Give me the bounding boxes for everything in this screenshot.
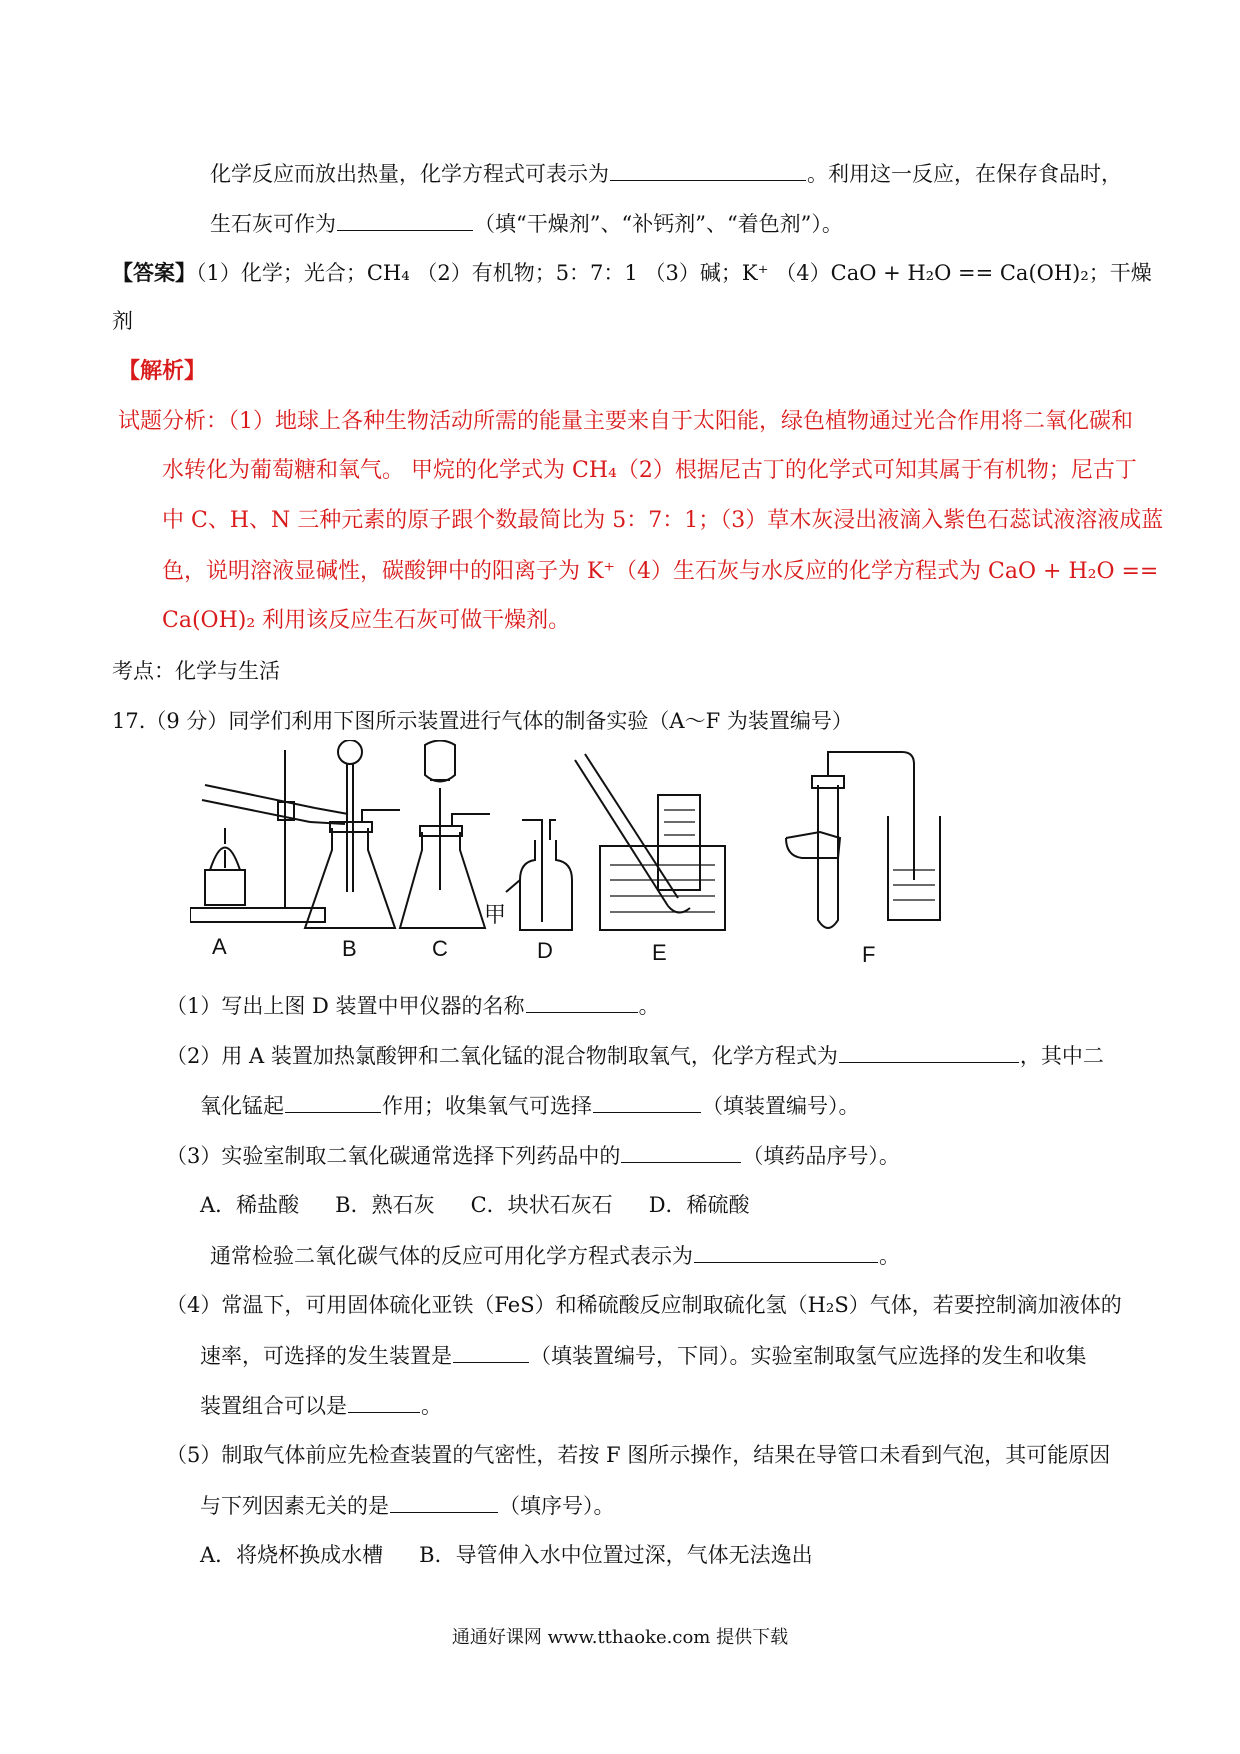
analysis-tag: 【解析】: [118, 358, 207, 384]
answer-line-1: [112, 258, 1152, 288]
q16-line-1: [210, 158, 1122, 189]
answer-blank[interactable]: [694, 1240, 878, 1263]
q17-part-5-line-1: （5）制取气体前应先检查装置的气密性，若按 F 图所示操作，结果在导管口未看到气泡，其可能原因: [166, 1443, 1111, 1467]
q17-part-5-options: [200, 1540, 849, 1570]
answer-blank[interactable]: [610, 158, 806, 181]
q17-part-4-line-3: [200, 1390, 442, 1421]
apparatus-label-a: A: [212, 934, 227, 959]
q17-part-4-line-2: [200, 1340, 1087, 1371]
q16-text: （填“干燥剂”、“补钙剂”、“着色剂”）。: [474, 212, 843, 236]
apparatus-label-b: B: [342, 936, 357, 961]
apparatus-label-f: F: [862, 942, 876, 967]
answer-blank[interactable]: [621, 1140, 741, 1163]
option-a: A．稀盐酸: [200, 1193, 300, 1217]
answer-blank[interactable]: [285, 1090, 381, 1113]
answer-blank[interactable]: [390, 1490, 498, 1513]
q17-text: ，其中二: [1019, 1044, 1104, 1068]
page-footer: 通通好课网 www.tthaoke.com 提供下载: [451, 1627, 789, 1648]
q17-part-2-line-1: [166, 1040, 1104, 1071]
answer-blank[interactable]: [348, 1390, 420, 1413]
q17-part-5-line-2: [200, 1490, 615, 1521]
q17-text: 作用；收集氧气可选择: [382, 1094, 592, 1118]
option-c: C．块状石灰石: [470, 1193, 613, 1217]
answer-blank[interactable]: [526, 990, 638, 1013]
analysis-line: 试题分析：（1）地球上各种生物活动所需的能量主要来自于太阳能，绿色植物通过光合作用将二氧化碳和: [118, 409, 1134, 434]
analysis-line: 中 C、H、N 三种元素的原子跟个数最简比为 5：7：1；（3）草木灰浸出液滴入紫色石蕊试液溶液成蓝: [162, 508, 1164, 533]
q17-part-3-options: [200, 1190, 786, 1220]
q17-text: 速率，可选择的发生装置是: [200, 1344, 452, 1368]
q16-line-2: [210, 208, 843, 239]
q17-text: 。: [879, 1244, 900, 1268]
q17-part-1: [166, 990, 660, 1021]
q17-text: （2）用 A 装置加热氯酸钾和二氧化锰的混合物制取氧气，化学方程式为: [166, 1044, 838, 1068]
answer-text: 剂: [112, 309, 133, 333]
q17-text: （填序号）。: [499, 1494, 615, 1518]
analysis-line: 色，说明溶液显碱性，碳酸钾中的阳离子为 K⁺（4）生石灰与水反应的化学方程式为 CaO + H₂O ==: [162, 559, 1159, 584]
answer-line-2: [112, 306, 133, 336]
apparatus-figure: [190, 740, 1070, 970]
q17-text: （3）实验室制取二氧化碳通常选择下列药品中的: [166, 1144, 621, 1168]
q17-part-2-line-2: [200, 1090, 860, 1121]
q16-text: 。利用这一反应，在保存食品时，: [807, 162, 1122, 186]
q16-text: 化学反应而放出热量，化学方程式可表示为: [210, 162, 609, 186]
apparatus-label-jia: 甲: [484, 902, 507, 927]
analysis-line: 水转化为葡萄糖和氧气。 甲烷的化学式为 CH₄（2）根据尼古丁的化学式可知其属于有机物；尼古丁: [162, 458, 1137, 483]
q17-text: 与下列因素无关的是: [200, 1494, 389, 1518]
option-b: B．熟石灰: [335, 1193, 435, 1217]
option-a: A．将烧杯换成水槽: [200, 1543, 384, 1567]
answer-blank[interactable]: [337, 208, 473, 231]
option-d: D．稀硫酸: [648, 1193, 750, 1217]
answer-tag: 【答案】: [112, 260, 196, 285]
answer-blank[interactable]: [839, 1040, 1019, 1063]
apparatus-label-c: C: [432, 936, 448, 961]
q17-text: 。: [421, 1394, 442, 1418]
answer-text: （1）化学；光合；CH₄ （2）有机物；5：7：1 （3）碱；K⁺ （4）CaO + H₂O == Ca(OH)₂；干燥: [196, 261, 1152, 285]
option-b: B．导管伸入水中位置过深，气体无法逸出: [419, 1543, 813, 1567]
q17-part-4-line-1: （4）常温下，可用固体硫化亚铁（FeS）和稀硫酸反应制取硫化氢（H₂S）气体，若要控制滴加液体的: [166, 1293, 1122, 1317]
apparatus-label-e: E: [652, 940, 667, 965]
q17-text: （填装置编号，下同）。实验室制取氢气应选择的发生和收集: [530, 1344, 1087, 1368]
q17-part-3-line-1: [166, 1140, 900, 1171]
answer-blank[interactable]: [453, 1340, 529, 1363]
kaodian: 考点：化学与生活: [112, 659, 280, 683]
q17-text: 。: [638, 994, 660, 1018]
q17-text: （填药品序号）。: [742, 1144, 900, 1168]
analysis-line: Ca(OH)₂ 利用该反应生石灰可做干燥剂。: [162, 608, 571, 633]
q17-text: 氧化锰起: [200, 1094, 284, 1118]
q16-text: 生石灰可作为: [210, 212, 336, 236]
q17-text: （填装置编号）。: [702, 1094, 860, 1118]
q17-part-3-line-3: [210, 1240, 900, 1271]
q17-text: 通常检验二氧化碳气体的反应可用化学方程式表示为: [210, 1244, 693, 1268]
apparatus-drawing: [190, 740, 1070, 970]
q17-stem: 17.（9 分）同学们利用下图所示装置进行气体的制备实验（A～F 为装置编号）: [112, 709, 853, 733]
apparatus-label-d: D: [537, 938, 553, 963]
q17-text: 装置组合可以是: [200, 1394, 347, 1418]
q17-text: （1）写出上图 D 装置中甲仪器的名称: [166, 994, 525, 1018]
answer-blank[interactable]: [593, 1090, 701, 1113]
